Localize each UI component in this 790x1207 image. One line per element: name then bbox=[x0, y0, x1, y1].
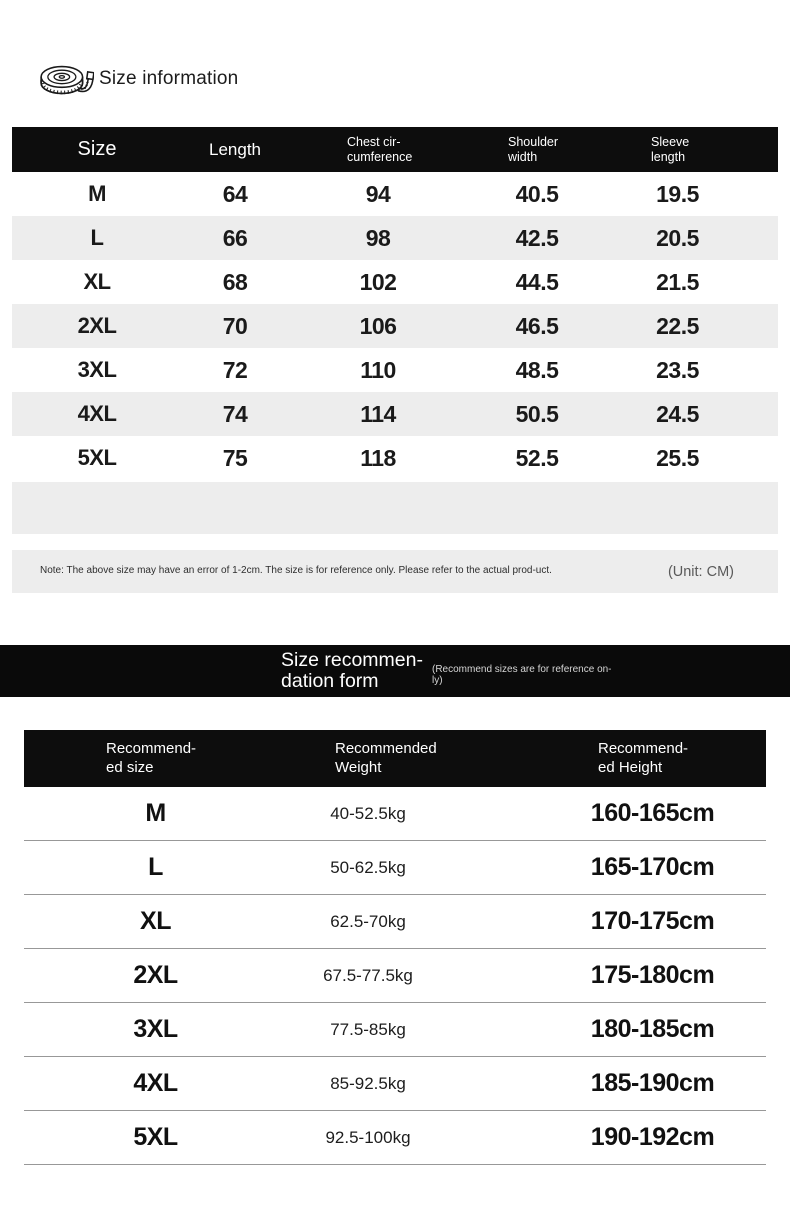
chest-cell: 118 bbox=[360, 444, 396, 471]
recommended-height-cell: 175-180cm bbox=[590, 961, 715, 989]
chest-cell: 110 bbox=[360, 356, 396, 383]
shoulder-cell: 48.5 bbox=[515, 356, 559, 383]
chest-cell: 102 bbox=[359, 268, 397, 295]
shoulder-cell: 42.5 bbox=[515, 224, 559, 251]
column-header-recommended-height: Recommend-ed Height bbox=[598, 739, 689, 776]
shoulder-cell: 44.5 bbox=[515, 268, 559, 295]
recommend-table-row bbox=[24, 949, 766, 1003]
recommend-table-row bbox=[24, 1057, 766, 1111]
recommend-table bbox=[24, 730, 766, 1165]
recommended-weight-cell: 85-92.5kg bbox=[330, 1073, 406, 1093]
chest-cell: 106 bbox=[359, 312, 397, 339]
recommend-table-row bbox=[24, 1003, 766, 1057]
sleeve-cell: 22.5 bbox=[656, 312, 699, 339]
size-table-header-row bbox=[12, 127, 778, 172]
shoulder-cell: 50.5 bbox=[515, 400, 559, 427]
size-table bbox=[12, 127, 778, 480]
recommended-weight-cell: 92.5-100kg bbox=[325, 1127, 411, 1147]
chest-cell: 98 bbox=[365, 224, 391, 251]
length-cell: 70 bbox=[222, 312, 248, 339]
column-header-shoulder: Shoulder width bbox=[508, 134, 559, 164]
size-cell: XL bbox=[83, 269, 111, 294]
size-note-bar bbox=[12, 550, 778, 593]
shoulder-cell: 46.5 bbox=[515, 312, 559, 339]
length-cell: 68 bbox=[222, 268, 248, 295]
sleeve-cell: 23.5 bbox=[656, 356, 699, 383]
recommended-height-cell: 185-190cm bbox=[590, 1069, 715, 1097]
size-cell: 5XL bbox=[77, 445, 117, 470]
recommended-weight-cell: 50-62.5kg bbox=[330, 857, 406, 877]
recommended-size-cell: M bbox=[145, 799, 166, 827]
recommended-height-cell: 190-192cm bbox=[590, 1123, 715, 1151]
recommended-height-cell: 165-170cm bbox=[590, 853, 715, 881]
chest-cell: 114 bbox=[360, 400, 396, 427]
size-table-row bbox=[12, 260, 778, 304]
recommended-weight-cell: 77.5-85kg bbox=[330, 1019, 406, 1039]
recommended-height-cell: 180-185cm bbox=[590, 1015, 715, 1043]
page-title: Size information bbox=[99, 68, 239, 89]
recommend-table-row bbox=[24, 787, 766, 841]
unit-label: (Unit: CM) bbox=[667, 563, 734, 580]
gray-spacer-band bbox=[12, 482, 778, 534]
banner-subtitle: (Recommend sizes are for reference on-ly) bbox=[432, 663, 612, 686]
recommended-height-cell: 160-165cm bbox=[590, 799, 715, 827]
length-cell: 74 bbox=[222, 400, 248, 427]
sleeve-cell: 21.5 bbox=[656, 268, 699, 295]
sleeve-cell: 20.5 bbox=[656, 224, 699, 251]
recommend-table-row bbox=[24, 1111, 766, 1165]
size-cell: 4XL bbox=[77, 401, 117, 426]
length-cell: 64 bbox=[222, 180, 248, 207]
shoulder-cell: 40.5 bbox=[515, 180, 559, 207]
column-header-length: Length bbox=[209, 139, 261, 159]
sleeve-cell: 19.5 bbox=[656, 180, 699, 207]
recommend-table-row bbox=[24, 895, 766, 949]
column-header-size: Size bbox=[77, 138, 117, 160]
shoulder-cell: 52.5 bbox=[515, 444, 559, 471]
recommended-size-cell: L bbox=[148, 853, 163, 881]
column-header-sleeve: Sleeve length bbox=[651, 134, 690, 164]
column-header-chest: Chest cir-cumference bbox=[347, 134, 413, 164]
recommended-size-cell: 3XL bbox=[133, 1015, 178, 1043]
recommend-table-header-row bbox=[24, 730, 766, 787]
recommended-weight-cell: 67.5-77.5kg bbox=[323, 965, 413, 985]
size-cell: 2XL bbox=[77, 313, 117, 338]
size-cell: 3XL bbox=[77, 357, 117, 382]
size-information-header bbox=[38, 60, 790, 98]
recommended-size-cell: 2XL bbox=[133, 961, 178, 989]
size-cell: L bbox=[90, 225, 104, 250]
recommended-size-cell: 5XL bbox=[133, 1123, 178, 1151]
sleeve-cell: 24.5 bbox=[656, 400, 699, 427]
recommended-weight-cell: 62.5-70kg bbox=[330, 911, 406, 931]
recommended-size-cell: XL bbox=[140, 907, 171, 935]
column-header-recommended-weight: Recommended Weight bbox=[335, 739, 437, 776]
banner-title: Size recommen-dation form bbox=[281, 648, 423, 692]
tape-measure-icon bbox=[38, 59, 94, 99]
recommended-weight-cell: 40-52.5kg bbox=[330, 803, 406, 823]
size-table-row bbox=[12, 348, 778, 392]
column-header-recommended-size: Recommend-ed size bbox=[106, 739, 197, 776]
length-cell: 66 bbox=[222, 224, 248, 251]
size-table-row bbox=[12, 436, 778, 480]
length-cell: 72 bbox=[222, 356, 248, 383]
size-table-row bbox=[12, 216, 778, 260]
chest-cell: 94 bbox=[365, 180, 391, 207]
recommendation-banner bbox=[0, 645, 790, 697]
size-table-row bbox=[12, 392, 778, 436]
recommended-size-cell: 4XL bbox=[133, 1069, 178, 1097]
length-cell: 75 bbox=[222, 444, 248, 471]
size-note-text: Note: The above size may have an error of 1-2cm. The size is for reference only. Please refer to the actual prod-uct. bbox=[40, 565, 552, 577]
recommend-table-row bbox=[24, 841, 766, 895]
recommended-height-cell: 170-175cm bbox=[590, 907, 715, 935]
sleeve-cell: 25.5 bbox=[656, 444, 699, 471]
size-table-row bbox=[12, 172, 778, 216]
size-table-row bbox=[12, 304, 778, 348]
size-cell: M bbox=[88, 181, 106, 206]
